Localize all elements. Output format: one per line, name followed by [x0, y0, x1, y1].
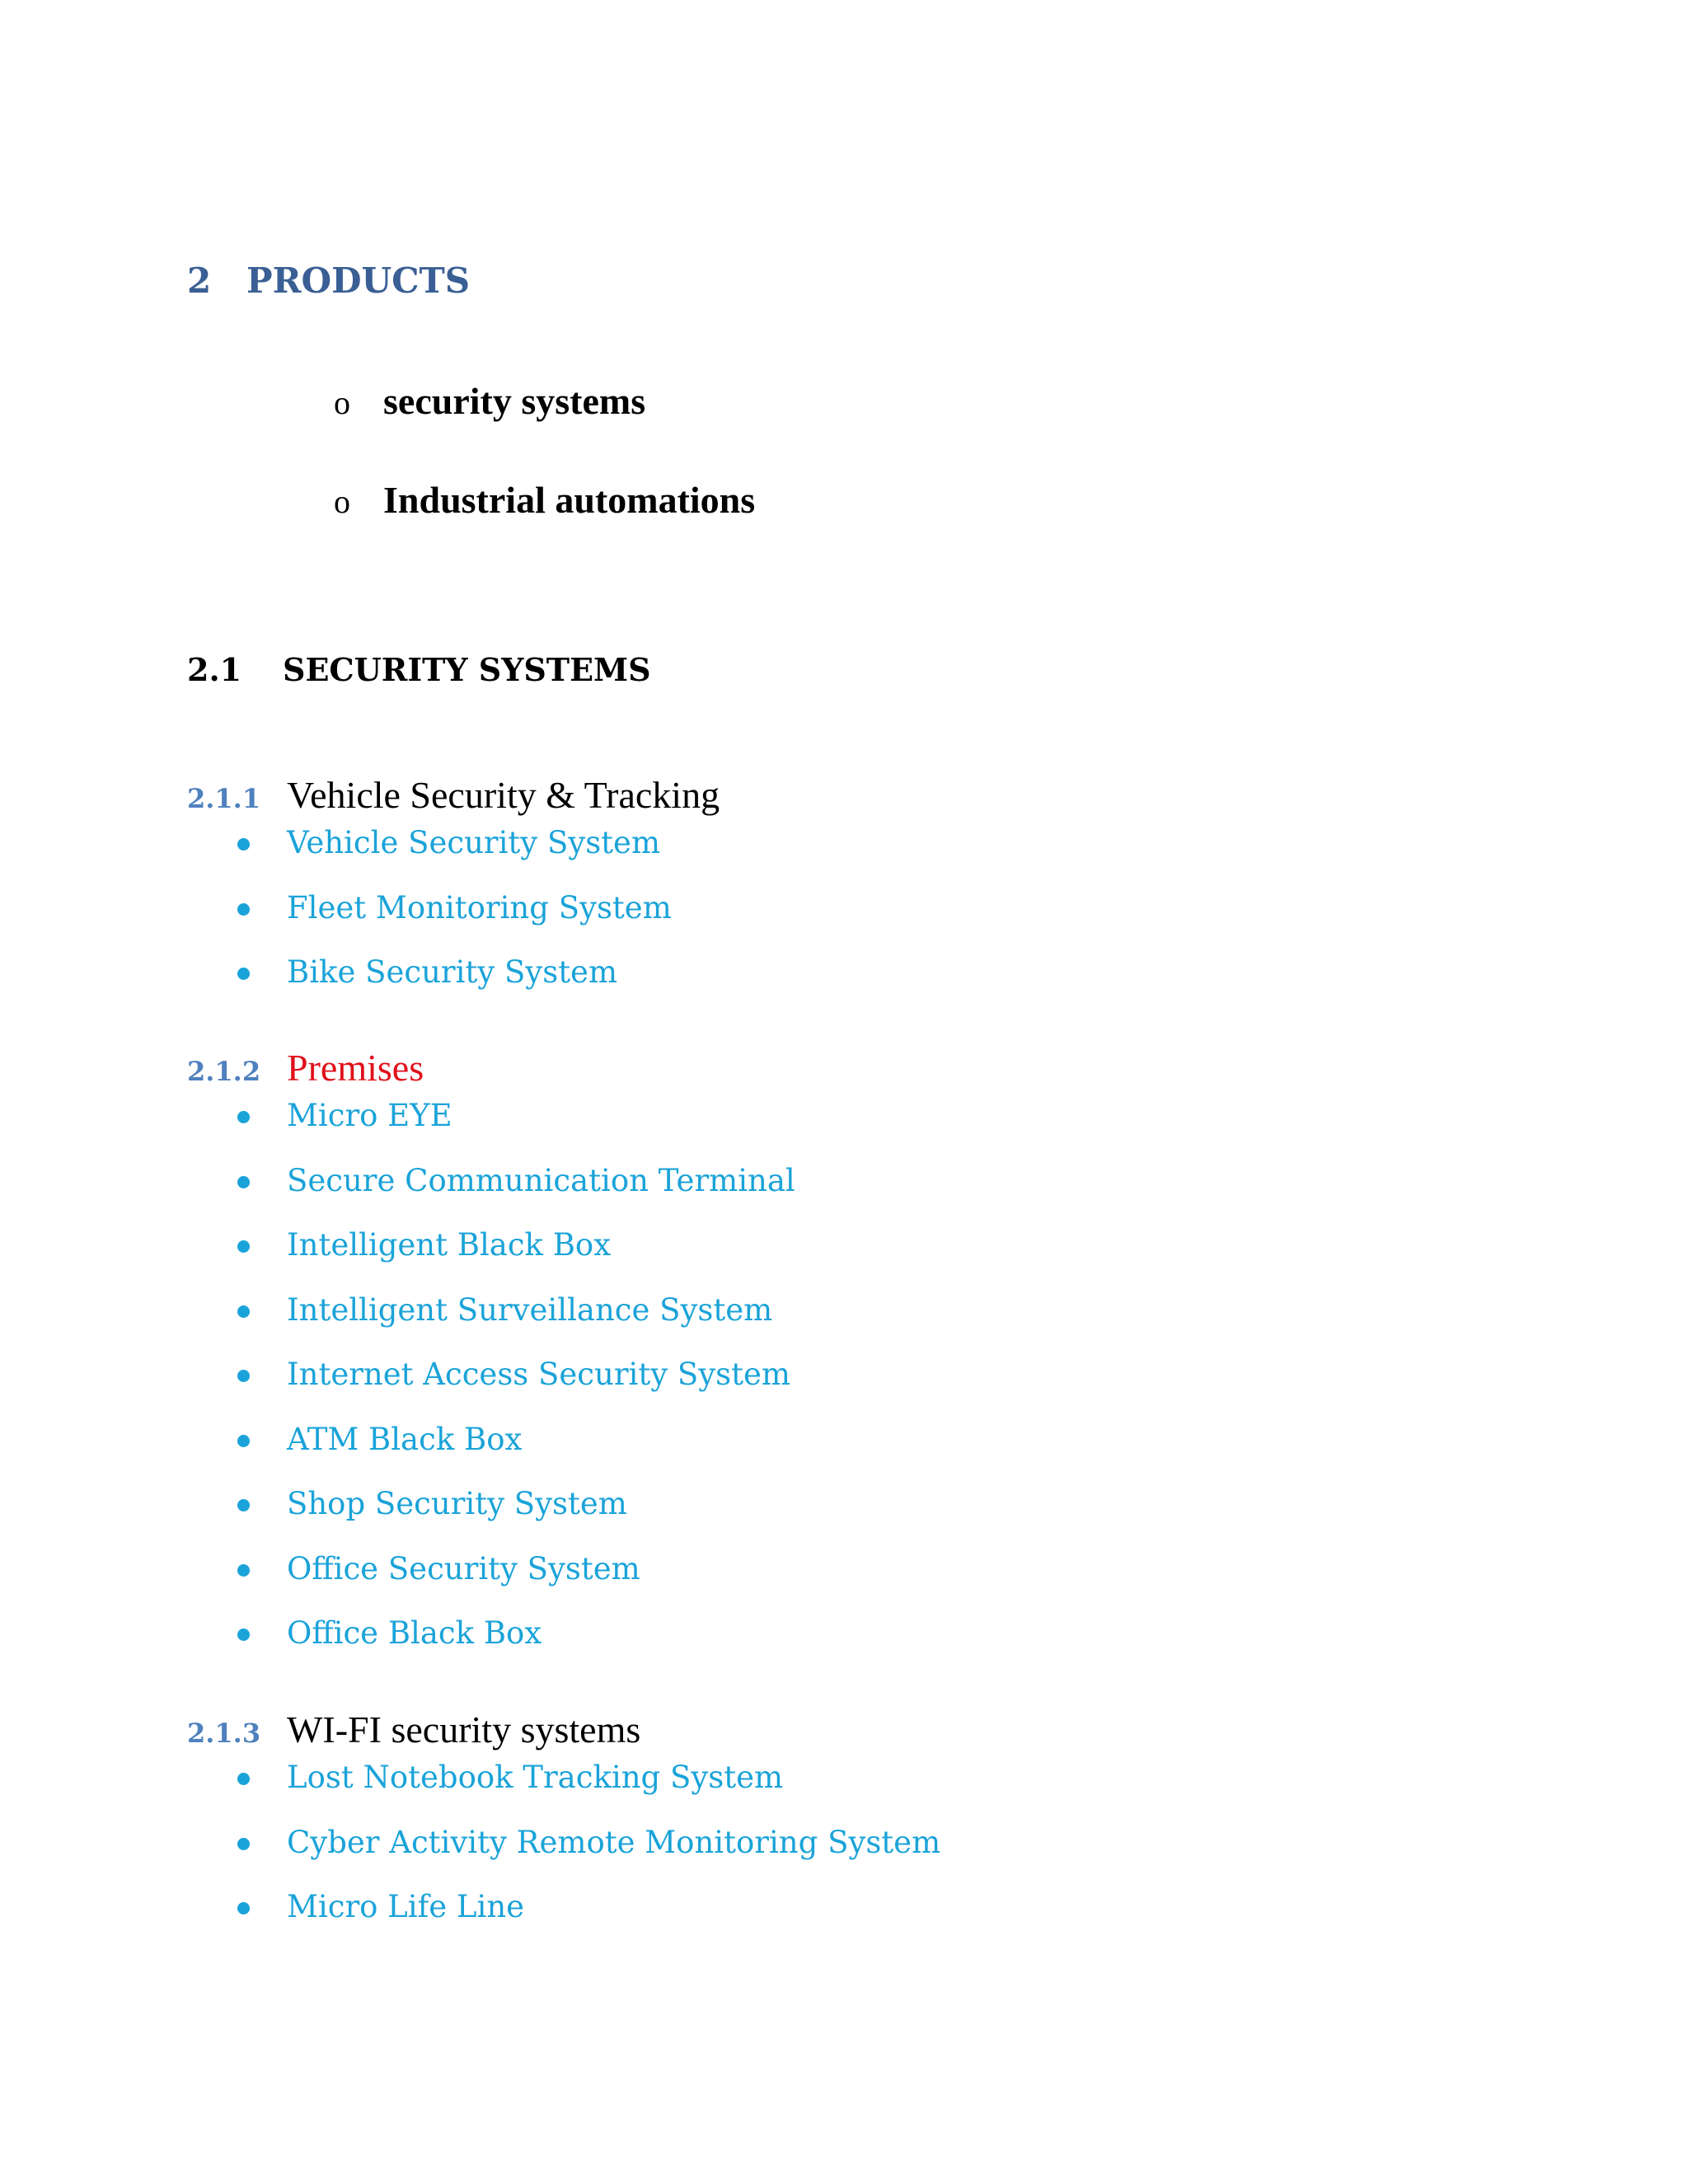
- section-number: 2.1.1: [187, 783, 261, 814]
- list-item[interactable]: [187, 824, 720, 889]
- section-title: Vehicle Security & Tracking: [287, 774, 720, 816]
- bullet-dot-icon: [237, 903, 250, 916]
- section-wifi-security: [187, 1708, 941, 1953]
- heading-title: PRODUCTS: [246, 260, 471, 301]
- product-link[interactable]: Fleet Monitoring System: [287, 889, 672, 926]
- section-title: WI-FI security systems: [287, 1708, 641, 1750]
- bullet-dot-icon: [237, 1176, 250, 1188]
- bullet-dot-icon: [237, 1111, 250, 1123]
- section-title-row: [187, 1708, 640, 1759]
- section-premises: [187, 1046, 795, 1680]
- product-link[interactable]: Cyber Activity Remote Monitoring System: [287, 1824, 941, 1860]
- bullet-dot-icon: [237, 1305, 250, 1318]
- list-item[interactable]: [187, 1097, 452, 1162]
- list-item[interactable]: [187, 889, 720, 954]
- product-category-list: [334, 379, 755, 577]
- bullet-dot-icon: [237, 1564, 250, 1577]
- product-link[interactable]: Shop Security System: [287, 1486, 627, 1521]
- list-item[interactable]: [187, 1759, 784, 1824]
- bullet-dot-icon: [237, 1499, 250, 1511]
- product-category-item: [334, 478, 755, 577]
- section-title-row: [187, 1046, 424, 1097]
- product-list: [187, 824, 720, 1019]
- list-item[interactable]: [187, 1888, 640, 1953]
- subheading-number: 2.1: [187, 651, 242, 688]
- product-list: [187, 1759, 941, 1953]
- list-item[interactable]: [187, 1615, 542, 1680]
- list-item[interactable]: [187, 954, 720, 1019]
- bullet-dot-icon: [237, 1773, 250, 1785]
- product-link[interactable]: Bike Security System: [287, 954, 618, 990]
- product-category-label: security systems: [383, 380, 646, 422]
- list-item[interactable]: [187, 1162, 795, 1227]
- product-list: [187, 1097, 795, 1680]
- bullet-dot-icon: [237, 1629, 250, 1641]
- bullet-dot-icon: [237, 1370, 250, 1382]
- section-number: 2.1.2: [187, 1056, 261, 1087]
- list-item[interactable]: [187, 1291, 773, 1357]
- product-link[interactable]: Intelligent Surveillance System: [287, 1291, 773, 1328]
- list-item[interactable]: [187, 1824, 941, 1889]
- product-category-item: [334, 379, 755, 478]
- product-link[interactable]: Lost Notebook Tracking System: [287, 1760, 784, 1795]
- subheading-title: SECURITY SYSTEMS: [283, 651, 651, 688]
- section-title: Premises: [287, 1047, 424, 1089]
- heading-number: 2: [187, 260, 212, 301]
- product-link[interactable]: Secure Communication Terminal: [287, 1162, 795, 1198]
- list-item[interactable]: [187, 1356, 790, 1421]
- list-item[interactable]: [187, 1421, 523, 1486]
- product-link[interactable]: Office Security System: [287, 1550, 640, 1586]
- bullet-dot-icon: [237, 1240, 250, 1253]
- section-vehicle-security: [187, 773, 720, 1019]
- product-link[interactable]: Micro EYE: [287, 1098, 452, 1133]
- bullet-dot-icon: [237, 1838, 250, 1850]
- subsection-heading-security-systems: [187, 651, 651, 688]
- circle-bullet-icon: o: [334, 483, 350, 520]
- product-link[interactable]: Internet Access Security System: [287, 1357, 790, 1392]
- product-link[interactable]: Micro Life Line: [287, 1889, 525, 1924]
- section-number: 2.1.3: [187, 1718, 261, 1749]
- list-item[interactable]: [187, 1485, 627, 1550]
- product-link[interactable]: Intelligent Black Box: [287, 1227, 612, 1263]
- bullet-dot-icon: [237, 1902, 250, 1915]
- product-link[interactable]: Office Black Box: [287, 1615, 542, 1651]
- section-title-row: [187, 773, 720, 824]
- product-link[interactable]: Vehicle Security System: [287, 825, 661, 860]
- bullet-dot-icon: [237, 838, 250, 851]
- bullet-dot-icon: [237, 1435, 250, 1447]
- list-item[interactable]: [187, 1550, 640, 1615]
- list-item[interactable]: [187, 1226, 612, 1291]
- product-link[interactable]: ATM Black Box: [287, 1421, 523, 1457]
- circle-bullet-icon: o: [334, 384, 350, 421]
- bullet-dot-icon: [237, 968, 250, 980]
- product-category-label: Industrial automations: [383, 479, 756, 521]
- section-heading-products: [187, 260, 470, 301]
